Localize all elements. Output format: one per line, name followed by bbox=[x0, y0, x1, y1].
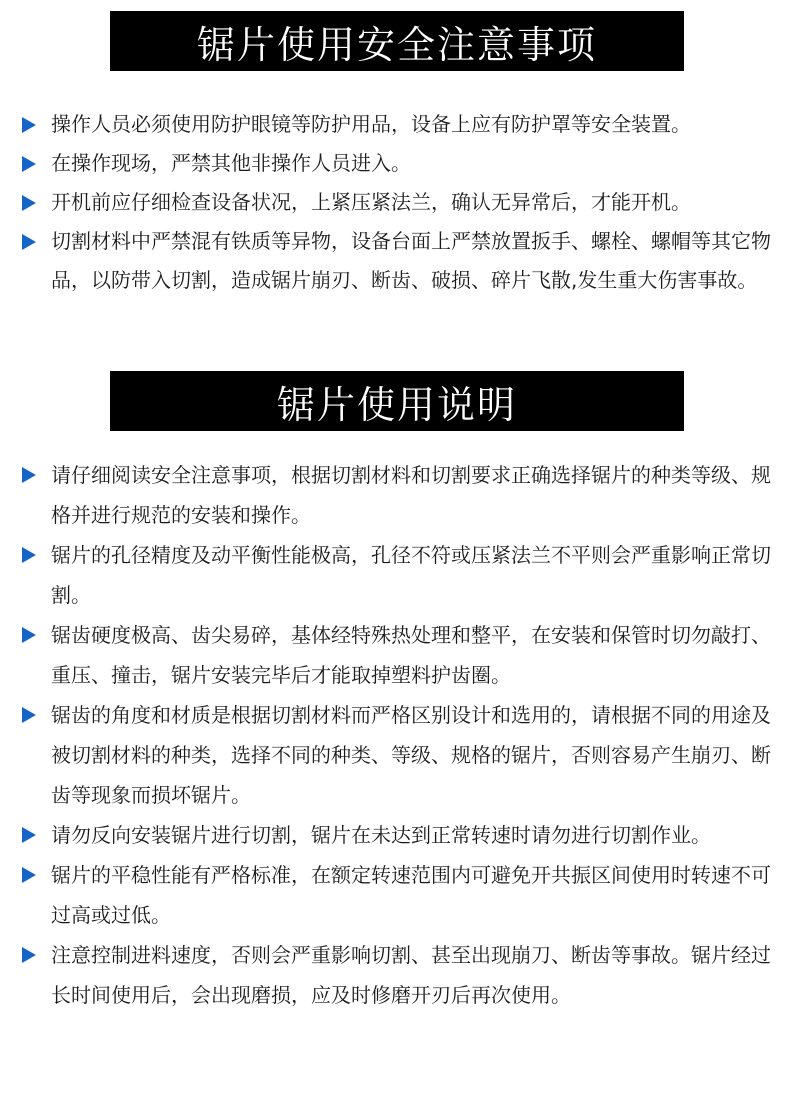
section-title-instructions bbox=[110, 371, 684, 431]
list-item-text: 锯齿硬度极高、齿尖易碎，基体经特殊热处理和整平，在安装和保管时切勿敲打、重压、撞击，锯片安装完毕后才能取掉塑料护齿圈。 bbox=[51, 623, 771, 687]
section-title-safety-text: 锯片使用安全注意事项 bbox=[196, 22, 597, 67]
list-item bbox=[22, 615, 782, 695]
triangle-bullet-icon bbox=[22, 195, 36, 211]
list-item-text: 锯片的平稳性能有严格标准，在额定转速范围内可避免开共振区间使用时转速不可过高或过低。 bbox=[51, 863, 771, 927]
list-item bbox=[22, 815, 782, 855]
list-item bbox=[22, 935, 782, 1015]
list-item bbox=[22, 695, 782, 815]
safety-notice-list bbox=[22, 105, 782, 300]
list-item bbox=[22, 455, 782, 535]
usage-instructions-list bbox=[22, 455, 782, 1015]
triangle-bullet-icon bbox=[22, 156, 36, 172]
list-item bbox=[22, 144, 782, 183]
list-item-text: 锯片的孔径精度及动平衡性能极高，孔径不符或压紧法兰不平则会严重影响正常切割。 bbox=[51, 543, 771, 607]
triangle-bullet-icon bbox=[22, 117, 36, 133]
triangle-bullet-icon bbox=[22, 547, 36, 563]
triangle-bullet-icon bbox=[22, 627, 36, 643]
list-item-text: 请仔细阅读安全注意事项，根据切割材料和切割要求正确选择锯片的种类等级、规格并进行规范的安装和操作。 bbox=[51, 463, 771, 527]
triangle-bullet-icon bbox=[22, 947, 36, 963]
list-item bbox=[22, 222, 782, 300]
list-item-text: 锯齿的角度和材质是根据切割材料而严格区别设计和选用的，请根据不同的用途及被切割材料的种类，选择不同的种类、等级、规格的锯片，否则容易产生崩刃、断齿等现象而损坏锯片。 bbox=[51, 703, 771, 807]
section-title-safety bbox=[110, 11, 684, 71]
list-item bbox=[22, 105, 782, 144]
list-item-text: 操作人员必须使用防护眼镜等防护用品，设备上应有防护罩等安全装置。 bbox=[51, 112, 691, 136]
list-item-text: 请勿反向安装锯片进行切割，锯片在未达到正常转速时请勿进行切割作业。 bbox=[51, 823, 711, 847]
triangle-bullet-icon bbox=[22, 234, 36, 250]
list-item-text: 注意控制进料速度，否则会严重影响切割、甚至出现崩刀、断齿等事故。锯片经过长时间使用后，会出现磨损，应及时修磨开刃后再次使用。 bbox=[51, 943, 771, 1007]
list-item bbox=[22, 855, 782, 935]
list-item-text: 开机前应仔细检查设备状况，上紧压紧法兰，确认无异常后，才能开机。 bbox=[51, 190, 691, 214]
triangle-bullet-icon bbox=[22, 867, 36, 883]
section-title-instructions-text: 锯片使用说明 bbox=[276, 382, 517, 427]
triangle-bullet-icon bbox=[22, 707, 36, 723]
list-item-text: 切割材料中严禁混有铁质等异物，设备台面上严禁放置扳手、螺栓、螺帽等其它物品，以防带入切割，造成锯片崩刃、断齿、破损、碎片飞散,发生重大伤害事故。 bbox=[51, 229, 771, 292]
triangle-bullet-icon bbox=[22, 827, 36, 843]
list-item bbox=[22, 535, 782, 615]
triangle-bullet-icon bbox=[22, 467, 36, 483]
list-item-text: 在操作现场，严禁其他非操作人员进入。 bbox=[51, 151, 411, 175]
list-item bbox=[22, 183, 782, 222]
